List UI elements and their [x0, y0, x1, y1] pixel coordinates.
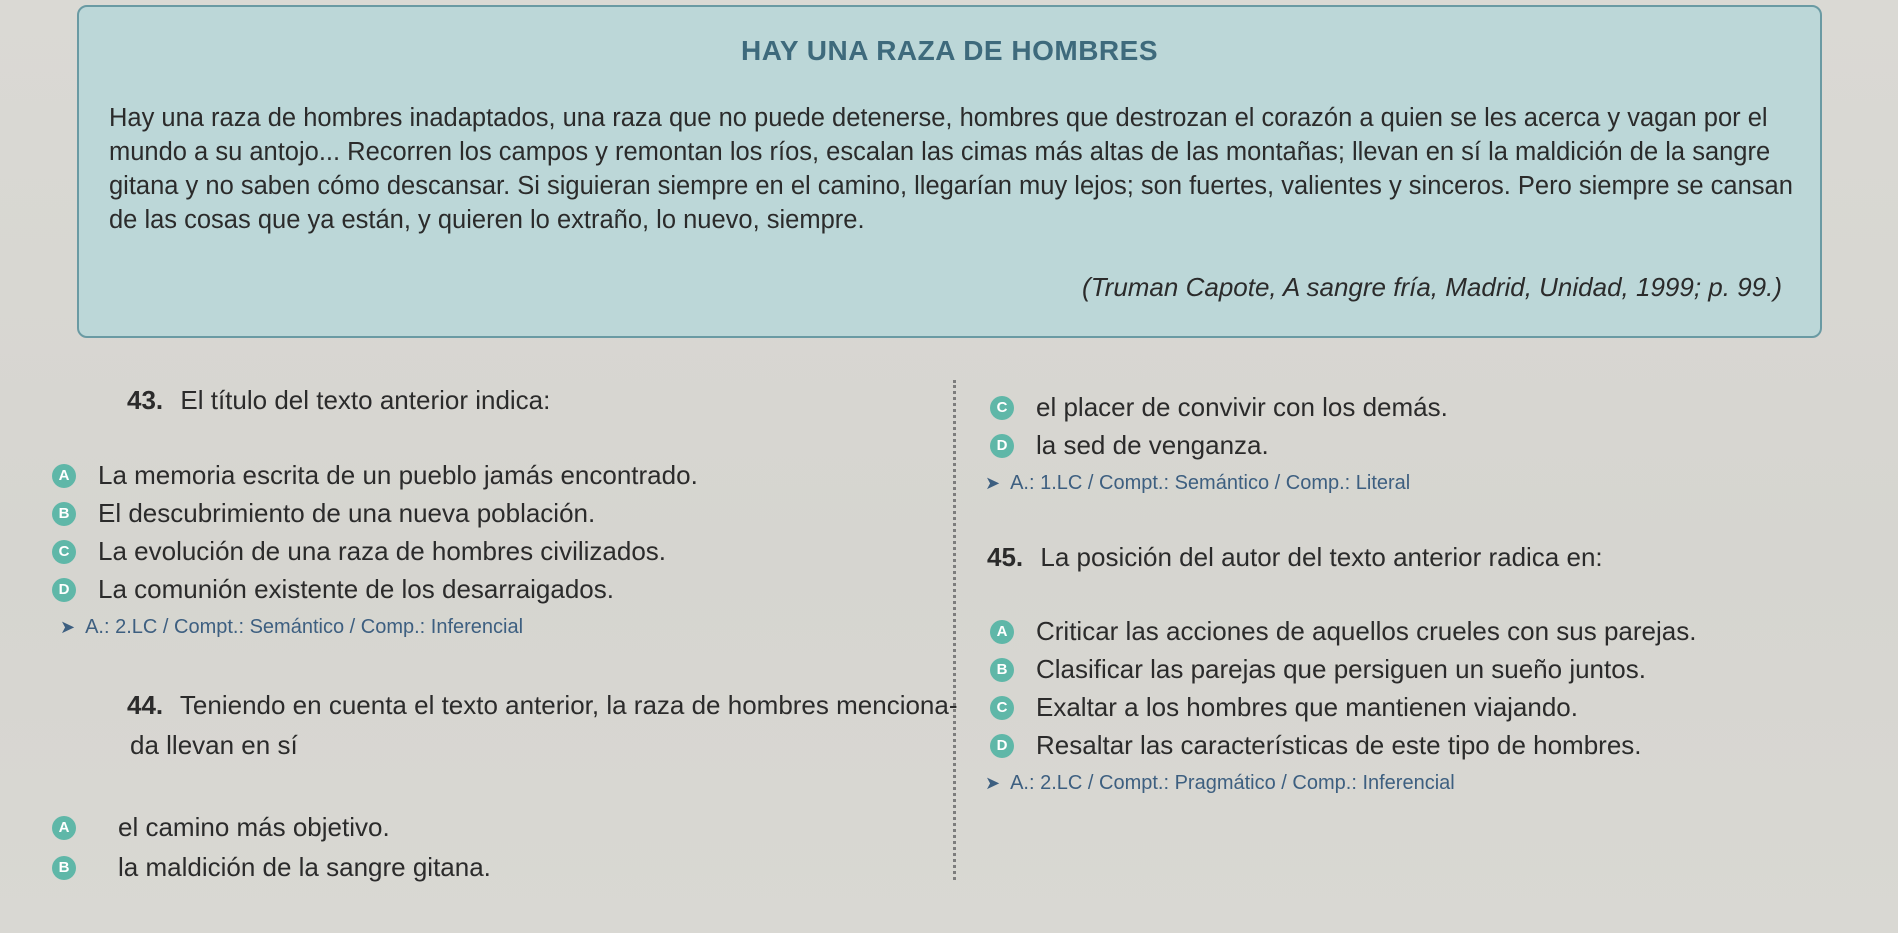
- column-divider: [953, 380, 956, 880]
- option-d-bullet-icon: D: [990, 434, 1014, 458]
- q45-meta: [985, 772, 1455, 795]
- chevron-right-icon: ➤: [985, 473, 1001, 493]
- option-b-bullet-icon: B: [52, 856, 76, 880]
- option-text: Criticar las acciones de aquellos crueles con sus parejas.: [1036, 616, 1697, 646]
- option-text: La evolución de una raza de hombres civilizados.: [98, 536, 667, 566]
- q44-meta-text: A.: 1.LC / Compt.: Semántico / Comp.: Literal: [1010, 472, 1411, 494]
- q43-option-c[interactable]: [52, 536, 666, 567]
- question-43: [127, 385, 550, 416]
- q45-meta-text: A.: 2.LC / Compt.: Pragmático / Comp.: Inferencial: [1010, 772, 1455, 794]
- option-text: la maldición de la sangre gitana.: [118, 852, 491, 882]
- option-text: La comunión existente de los desarraigados.: [98, 574, 614, 604]
- option-d-bullet-icon: D: [990, 734, 1014, 758]
- option-text: la sed de venganza.: [1036, 430, 1269, 460]
- question-45-number: 45.: [987, 542, 1024, 572]
- option-c-bullet-icon: C: [990, 396, 1014, 420]
- option-text: el placer de convivir con los demás.: [1036, 392, 1448, 422]
- option-text: Resaltar las características de este tipo de hombres.: [1036, 730, 1642, 760]
- q44-option-d[interactable]: [990, 430, 1269, 461]
- question-45: [987, 542, 1603, 573]
- option-a-bullet-icon: A: [52, 816, 76, 840]
- q45-option-c[interactable]: [990, 692, 1578, 723]
- passage-paragraph: Hay una raza de hombres inadaptados, una raza que no puede detenerse, hombres que destrozan el corazón a quien se les acerca y vagan por el mundo a su antojo... Recorren los campos y remontan los ríos, escalan las cimas más altas de las montañas; llevan en sí la maldición de la sangre gitana y no saben cómo descansar. Si siguieran siempre en el camino, llegarían muy lejos; son fuertes, valientes y sinceros. Pero siempre se cansan de las cosas que ya están, y quieren lo extraño, lo nuevo, siempre.: [109, 104, 1793, 234]
- q44-meta: [985, 472, 1410, 495]
- option-text: El descubrimiento de una nueva población.: [98, 498, 596, 528]
- q44-option-c[interactable]: [990, 392, 1448, 423]
- option-text: el camino más objetivo.: [118, 812, 390, 842]
- q45-option-d[interactable]: [990, 730, 1642, 761]
- option-text: Clasificar las parejas que persiguen un sueño juntos.: [1036, 654, 1646, 684]
- option-b-bullet-icon: B: [52, 502, 76, 526]
- q44-option-b[interactable]: [52, 852, 491, 883]
- question-45-text: La posición del autor del texto anterior radica en:: [1040, 542, 1603, 572]
- question-44: [127, 690, 958, 721]
- passage-citation: (Truman Capote, A sangre fría, Madrid, Unidad, 1999; p. 99.): [1082, 272, 1782, 302]
- q45-option-b[interactable]: [990, 654, 1646, 685]
- option-c-bullet-icon: C: [52, 540, 76, 564]
- chevron-right-icon: ➤: [60, 617, 76, 637]
- q43-meta-text: A.: 2.LC / Compt.: Semántico / Comp.: Inferencial: [85, 616, 524, 638]
- option-text: La memoria escrita de un pueblo jamás encontrado.: [98, 460, 698, 490]
- option-a-bullet-icon: A: [990, 620, 1014, 644]
- question-44-number: 44.: [127, 690, 164, 720]
- question-44-text-line1: Teniendo en cuenta el texto anterior, la raza de hombres menciona-: [179, 690, 958, 720]
- question-44-line2: [130, 730, 298, 761]
- question-43-text: El título del texto anterior indica:: [180, 385, 551, 415]
- option-b-bullet-icon: B: [990, 658, 1014, 682]
- q45-option-a[interactable]: [990, 616, 1696, 647]
- passage-title: HAY UNA RAZA DE HOMBRES: [740, 35, 1159, 66]
- question-44-text-line2: da llevan en sí: [130, 730, 298, 760]
- q44-option-a[interactable]: [52, 812, 390, 843]
- question-43-number: 43.: [127, 385, 164, 415]
- q43-option-b[interactable]: [52, 498, 595, 529]
- option-a-bullet-icon: A: [52, 464, 76, 488]
- q43-option-a[interactable]: [52, 460, 698, 491]
- chevron-right-icon: ➤: [985, 773, 1001, 793]
- q43-meta: [60, 616, 523, 639]
- option-d-bullet-icon: D: [52, 578, 76, 602]
- q43-option-d[interactable]: [52, 574, 614, 605]
- option-c-bullet-icon: C: [990, 696, 1014, 720]
- reading-passage-box: [77, 5, 1822, 338]
- option-text: Exaltar a los hombres que mantienen viajando.: [1036, 692, 1578, 722]
